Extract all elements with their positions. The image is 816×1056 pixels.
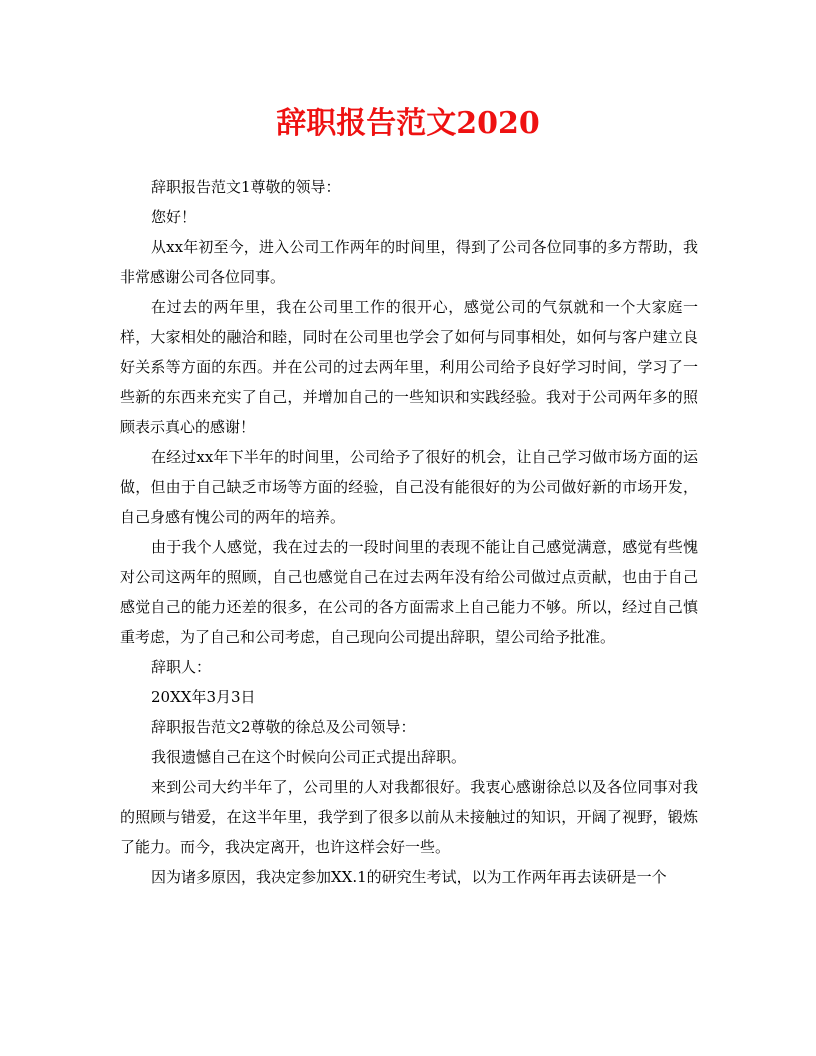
paragraph-exam: 因为诸多原因，我决定参加XX.1的研究生考试，以为工作两年再去读研是一个: [151, 868, 667, 886]
document-title: 辞职报告范文2020: [276, 106, 540, 141]
paragraph-greeting: 您好！: [151, 208, 197, 226]
paragraph-market-work: 在经过xx年下半年的时间里，公司给予了很好的机会，让自己学习做市场方面的运做，但由于自己缺乏市场等方面的经验，自己没有能很好的为公司做好新的市场开发，自己身感有愧公司的两年的培养。: [120, 448, 698, 526]
paragraph-signature: 辞职人：: [151, 658, 212, 676]
paragraph-salutation-2: 辞职报告范文2尊敬的徐总及公司领导：: [151, 718, 416, 736]
paragraph-half-year: 来到公司大约半年了，公司里的人对我都很好。我衷心感谢徐总以及各位同事对我的照顾与错爱，在这半年里，我学到了很多以前从未接触过的知识，开阔了视野，锻炼了能力。而今，我决定离开，也许这样会好一些。: [120, 778, 698, 856]
paragraph-regret: 我很遗憾自己在这个时候向公司正式提出辞职。: [151, 748, 467, 766]
paragraph-past-two-years: 在过去的两年里，我在公司里工作的很开心，感觉公司的气氛就和一个大家庭一样，大家相处的融洽和睦，同时在公司里也学会了如何与同事相处，如何与客户建立良好关系等方面的东西。并在公司的过去两年里，利用公司给予良好学习时间，学习了一些新的东西来充实了自己，并增加自己的一些知识和实践经验。我对于公司两年多的照顾表示真心的感谢！: [120, 298, 698, 436]
paragraph-intro: 从xx年初至今，进入公司工作两年的时间里，得到了公司各位同事的多方帮助，我非常感谢公司各位同事。: [120, 238, 698, 286]
paragraph-reason: 由于我个人感觉，我在过去的一段时间里的表现不能让自己感觉满意，感觉有些愧对公司这两年的照顾，自己也感觉自己在过去两年没有给公司做过点贡献，也由于自己感觉自己的能力还差的很多，在公司的各方面需求上自己能力不够。所以，经过自己慎重考虑，为了自己和公司考虑，自己现向公司提出辞职，望公司给予批准。: [120, 538, 698, 646]
paragraph-salutation-1: 辞职报告范文1尊敬的领导：: [151, 178, 341, 196]
paragraph-date: 20XX年3月3日: [151, 688, 256, 706]
document-body: [120, 172, 698, 892]
